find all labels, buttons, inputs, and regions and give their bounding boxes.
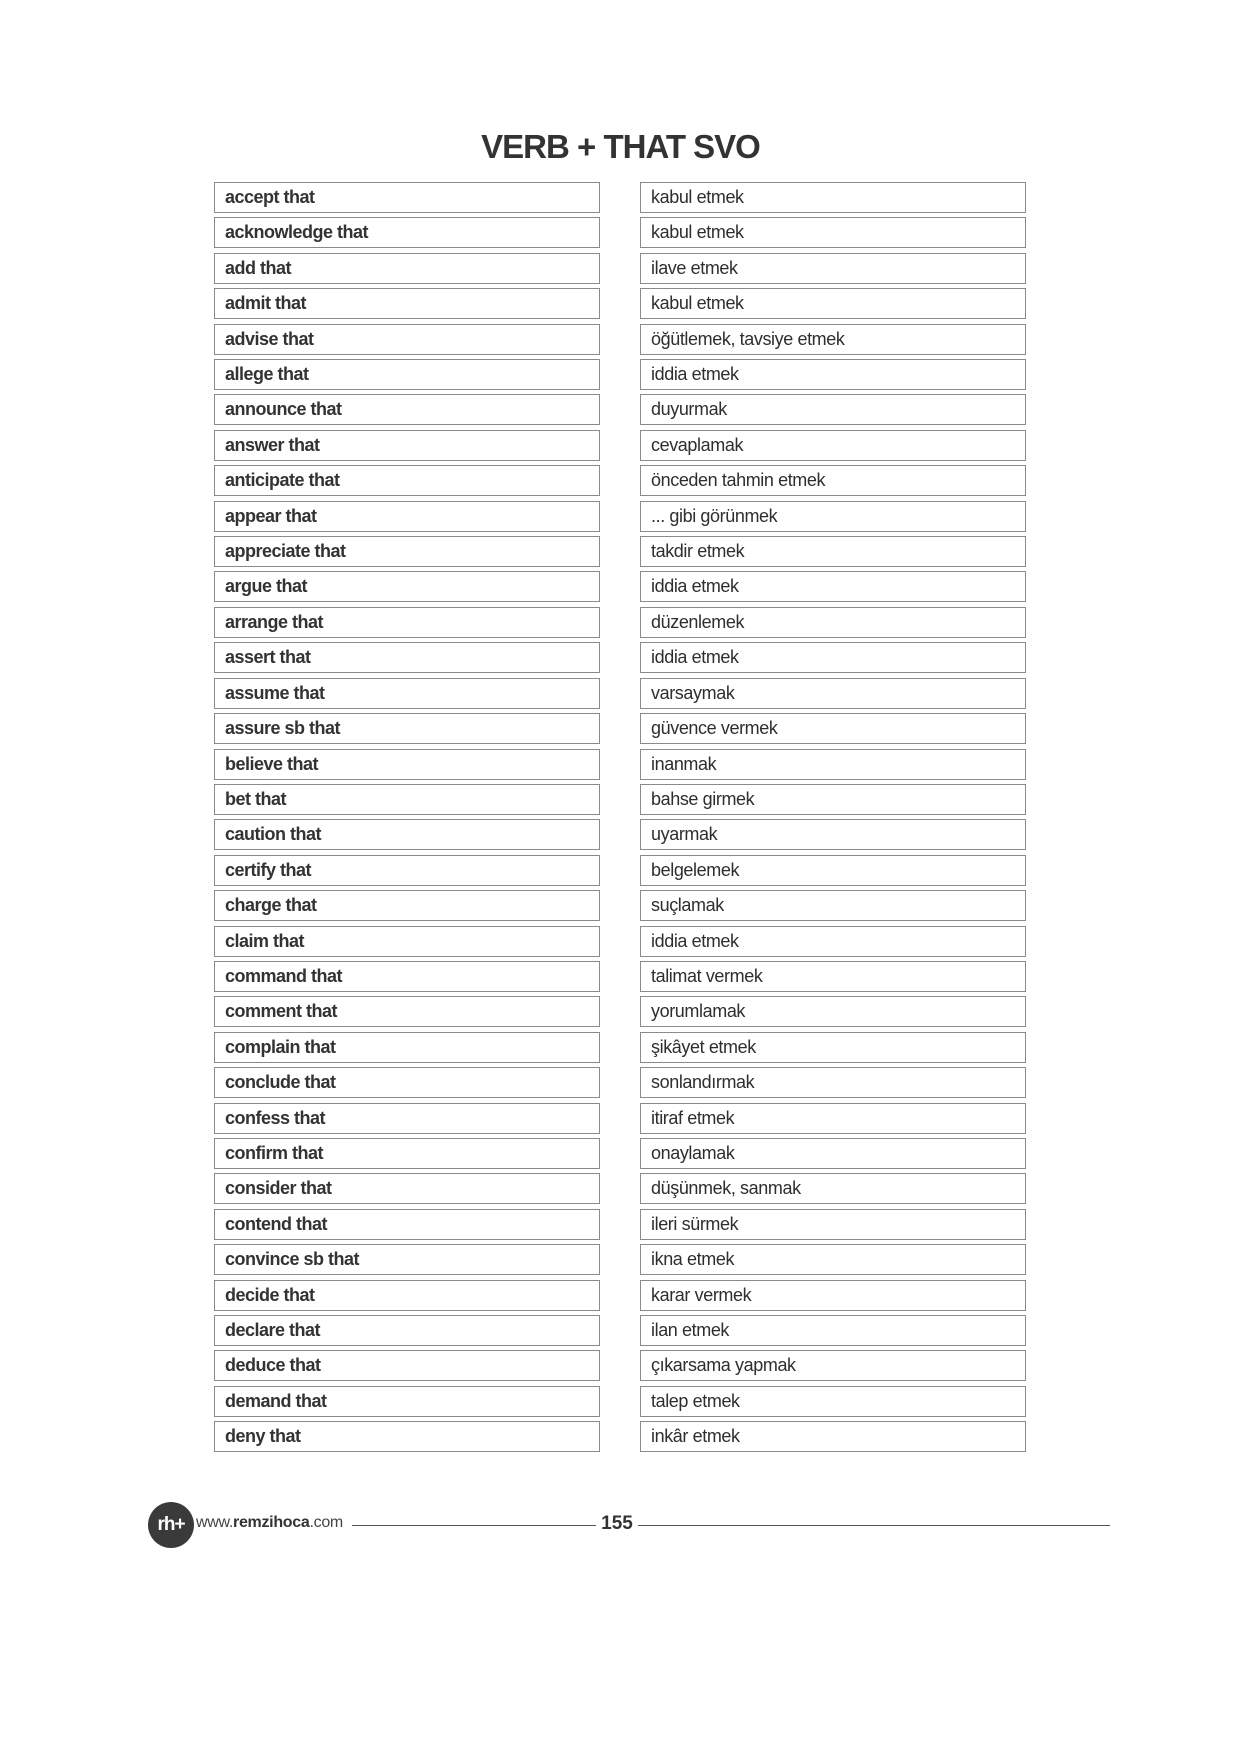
translation-cell: inkâr etmek xyxy=(640,1421,1026,1452)
translation-cell: öğütlemek, tavsiye etmek xyxy=(640,324,1026,355)
verb-cell: appear that xyxy=(214,501,600,532)
translation-cell: inanmak xyxy=(640,749,1026,780)
translation-cell: ilave etmek xyxy=(640,253,1026,284)
footer-divider-left xyxy=(352,1525,596,1526)
verb-cell: answer that xyxy=(214,430,600,461)
verb-cell: declare that xyxy=(214,1315,600,1346)
verb-cell: argue that xyxy=(214,571,600,602)
translation-cell: iddia etmek xyxy=(640,571,1026,602)
site-prefix: www. xyxy=(196,1514,234,1531)
translation-cell: ilan etmek xyxy=(640,1315,1026,1346)
translation-cell: onaylamak xyxy=(640,1138,1026,1169)
verb-cell: complain that xyxy=(214,1032,600,1063)
footer-divider-right xyxy=(638,1525,1110,1526)
translation-cell: uyarmak xyxy=(640,819,1026,850)
translation-cell: iddia etmek xyxy=(640,642,1026,673)
verb-cell: believe that xyxy=(214,749,600,780)
translation-cell: talimat vermek xyxy=(640,961,1026,992)
verb-cell: caution that xyxy=(214,819,600,850)
translation-cell: cevaplamak xyxy=(640,430,1026,461)
translation-cell: kabul etmek xyxy=(640,288,1026,319)
translation-cell: düzenlemek xyxy=(640,607,1026,638)
verb-cell: consider that xyxy=(214,1173,600,1204)
verb-cell: add that xyxy=(214,253,600,284)
verb-cell: advise that xyxy=(214,324,600,355)
verb-cell: confess that xyxy=(214,1103,600,1134)
translation-cell: ileri sürmek xyxy=(640,1209,1026,1240)
verb-cell: certify that xyxy=(214,855,600,886)
verb-cell: claim that xyxy=(214,926,600,957)
translation-cell: şikâyet etmek xyxy=(640,1032,1026,1063)
translation-cell: karar vermek xyxy=(640,1280,1026,1311)
verb-cell: contend that xyxy=(214,1209,600,1240)
verb-cell: admit that xyxy=(214,288,600,319)
translation-cell: iddia etmek xyxy=(640,926,1026,957)
translation-cell: itiraf etmek xyxy=(640,1103,1026,1134)
verb-cell: bet that xyxy=(214,784,600,815)
translation-cell: talep etmek xyxy=(640,1386,1026,1417)
logo-icon: rh+ xyxy=(148,1502,194,1548)
verb-cell: assert that xyxy=(214,642,600,673)
translation-cell: kabul etmek xyxy=(640,182,1026,213)
verb-cell: announce that xyxy=(214,394,600,425)
translation-cell: sonlandırmak xyxy=(640,1067,1026,1098)
verb-cell: decide that xyxy=(214,1280,600,1311)
verb-column xyxy=(214,182,600,1457)
page-title: VERB + THAT SVO xyxy=(481,128,760,165)
verb-cell: confirm that xyxy=(214,1138,600,1169)
translation-cell: belgelemek xyxy=(640,855,1026,886)
translation-cell: duyurmak xyxy=(640,394,1026,425)
verb-cell: assure sb that xyxy=(214,713,600,744)
verb-cell: demand that xyxy=(214,1386,600,1417)
translation-cell: takdir etmek xyxy=(640,536,1026,567)
translation-cell: bahse girmek xyxy=(640,784,1026,815)
site-suffix: .com xyxy=(309,1514,343,1531)
page-footer xyxy=(148,1500,1110,1550)
verb-cell: assume that xyxy=(214,678,600,709)
verb-cell: deduce that xyxy=(214,1350,600,1381)
translation-cell: iddia etmek xyxy=(640,359,1026,390)
translation-cell: kabul etmek xyxy=(640,217,1026,248)
verb-cell: arrange that xyxy=(214,607,600,638)
verb-cell: anticipate that xyxy=(214,465,600,496)
translation-cell: güvence vermek xyxy=(640,713,1026,744)
verb-cell: charge that xyxy=(214,890,600,921)
verb-cell: deny that xyxy=(214,1421,600,1452)
verb-cell: comment that xyxy=(214,996,600,1027)
verb-cell: acknowledge that xyxy=(214,217,600,248)
site-brand: remzihoca xyxy=(233,1514,310,1531)
translation-cell: ikna etmek xyxy=(640,1244,1026,1275)
translation-cell: yorumlamak xyxy=(640,996,1026,1027)
translation-cell: varsaymak xyxy=(640,678,1026,709)
translation-cell: suçlamak xyxy=(640,890,1026,921)
translation-cell: ... gibi görünmek xyxy=(640,501,1026,532)
page-number: 155 xyxy=(601,1513,633,1534)
translation-cell: çıkarsama yapmak xyxy=(640,1350,1026,1381)
verb-cell: convince sb that xyxy=(214,1244,600,1275)
verb-cell: conclude that xyxy=(214,1067,600,1098)
verb-cell: command that xyxy=(214,961,600,992)
translation-cell: önceden tahmin etmek xyxy=(640,465,1026,496)
translation-column xyxy=(640,182,1026,1457)
verb-cell: appreciate that xyxy=(214,536,600,567)
verb-cell: accept that xyxy=(214,182,600,213)
verb-cell: allege that xyxy=(214,359,600,390)
website-link xyxy=(196,1514,343,1532)
translation-cell: düşünmek, sanmak xyxy=(640,1173,1026,1204)
